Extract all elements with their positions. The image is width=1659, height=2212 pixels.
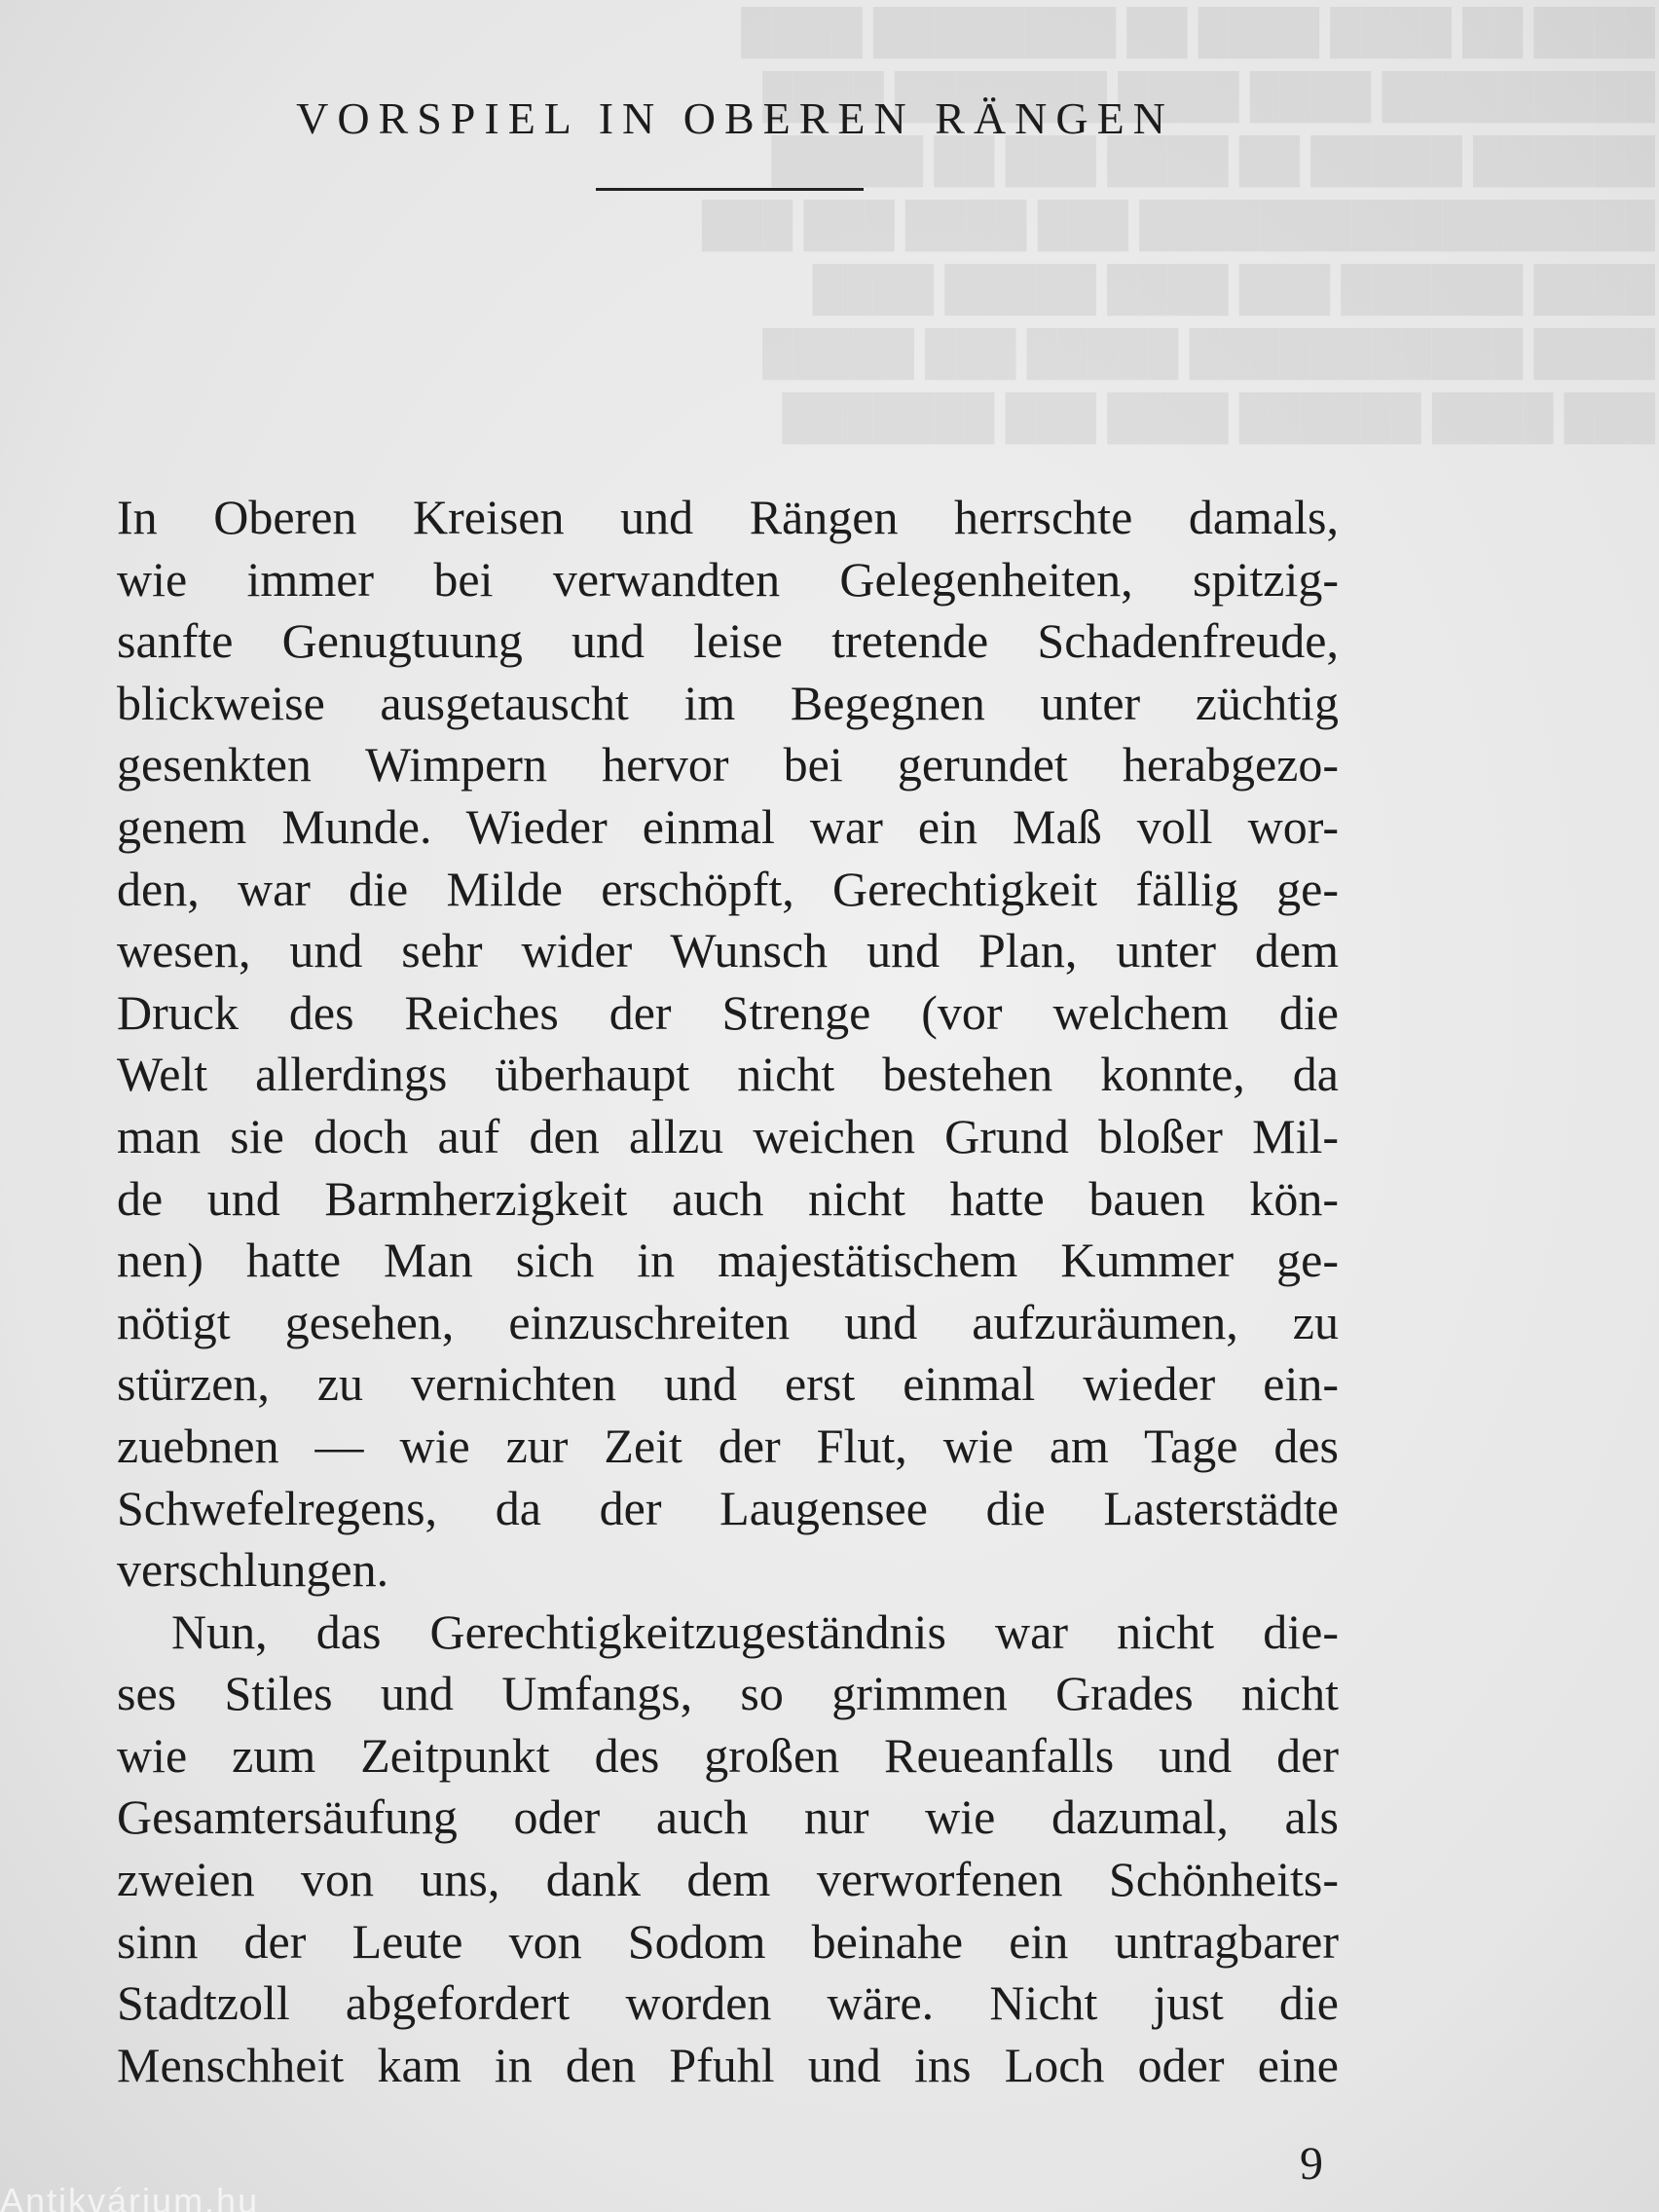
text-line: den, war die Milde erschöpft, Gerechtigkeit fällig ge-	[117, 861, 1339, 916]
text-line: man sie doch auf den allzu weichen Grund bloßer Mil-	[117, 1108, 1339, 1163]
text-line: zweien von uns, dank dem verworfenen Schönheits-	[117, 1852, 1339, 1907]
text-line: blickweise ausgetauscht im Begegnen unter züchtig	[117, 675, 1339, 730]
text-line: In Oberen Kreisen und Rängen herrschte damals,	[117, 490, 1339, 544]
text-line: sanfte Genugtuung und leise tretende Schadenfreude,	[117, 613, 1339, 669]
text-line: Stadtzoll abgefordert worden wäre. Nicht just die	[117, 1975, 1339, 2031]
text-line: stürzen, zu vernichten und erst einmal wieder ein-	[117, 1356, 1339, 1412]
text-line: ses Stiles und Umfangs, so grimmen Grades nicht	[117, 1666, 1339, 1721]
text-line: gesenkten Wimpern hervor bei gerundet herabgezo-	[117, 737, 1339, 793]
text-line: Nun, das Gerechtigkeitzugeständnis war nicht die-	[171, 1604, 1339, 1659]
text-line: wie immer bei verwandten Gelegenheiten, spitzig-	[117, 551, 1339, 607]
page-number: 9	[1300, 2138, 1323, 2190]
chapter-heading: VORSPIEL IN OBEREN RÄNGEN	[296, 93, 1174, 143]
paragraph-2	[117, 1602, 1339, 2097]
text-line: wie zum Zeitpunkt des großen Reueanfalls und der	[117, 1727, 1339, 1783]
text-line: Gesamtersäufung oder auch nur wie dazumal, als	[117, 1789, 1339, 1845]
text-line: verschlungen.	[117, 1542, 389, 1598]
paragraph-1	[117, 487, 1339, 1602]
text-line: nen) hatte Man sich in majestätischem Kummer ge-	[117, 1233, 1339, 1288]
bleed-through-text: ████ ██ ████ ████ ██ ████████ ████ █████████ ████ ████ ███████ ████ ██████ █████ ██ ████ ███ ██ █████ █████████████████ ███ ████ ███ ███ ████ ██████ ███ ████ █████ ████ ████ ███████████ █████ ███ █████ ███ ████ ██████ ████ ███ ███████	[701, 8, 1655, 441]
text-line: zuebnen — wie zur Zeit der Flut, wie am Tage des	[117, 1418, 1339, 1473]
text-line: nötigt gesehen, einzuschreiten und aufzuräumen, zu	[117, 1294, 1339, 1349]
watermark: Antikvárium.hu	[0, 2181, 260, 2212]
text-line: Menschheit kam in den Pfuhl und ins Loch oder eine	[117, 2037, 1339, 2092]
body-text	[117, 487, 1339, 2096]
text-line: Schwefelregens, da der Laugensee die Lasterstädte	[117, 1480, 1339, 1535]
text-line: Druck des Reiches der Strenge (vor welchem die	[117, 984, 1339, 1040]
text-line: wesen, und sehr wider Wunsch und Plan, unter dem	[117, 923, 1339, 978]
text-line: sinn der Leute von Sodom beinahe ein untragbarer	[117, 1913, 1339, 1969]
text-line: Welt allerdings überhaupt nicht bestehen konnte, da	[117, 1047, 1339, 1102]
heading-rule	[596, 188, 864, 191]
text-line: de und Barmherzigkeit auch nicht hatte bauen kön-	[117, 1170, 1339, 1226]
text-line: genem Munde. Wieder einmal war ein Maß voll wor-	[117, 798, 1339, 854]
